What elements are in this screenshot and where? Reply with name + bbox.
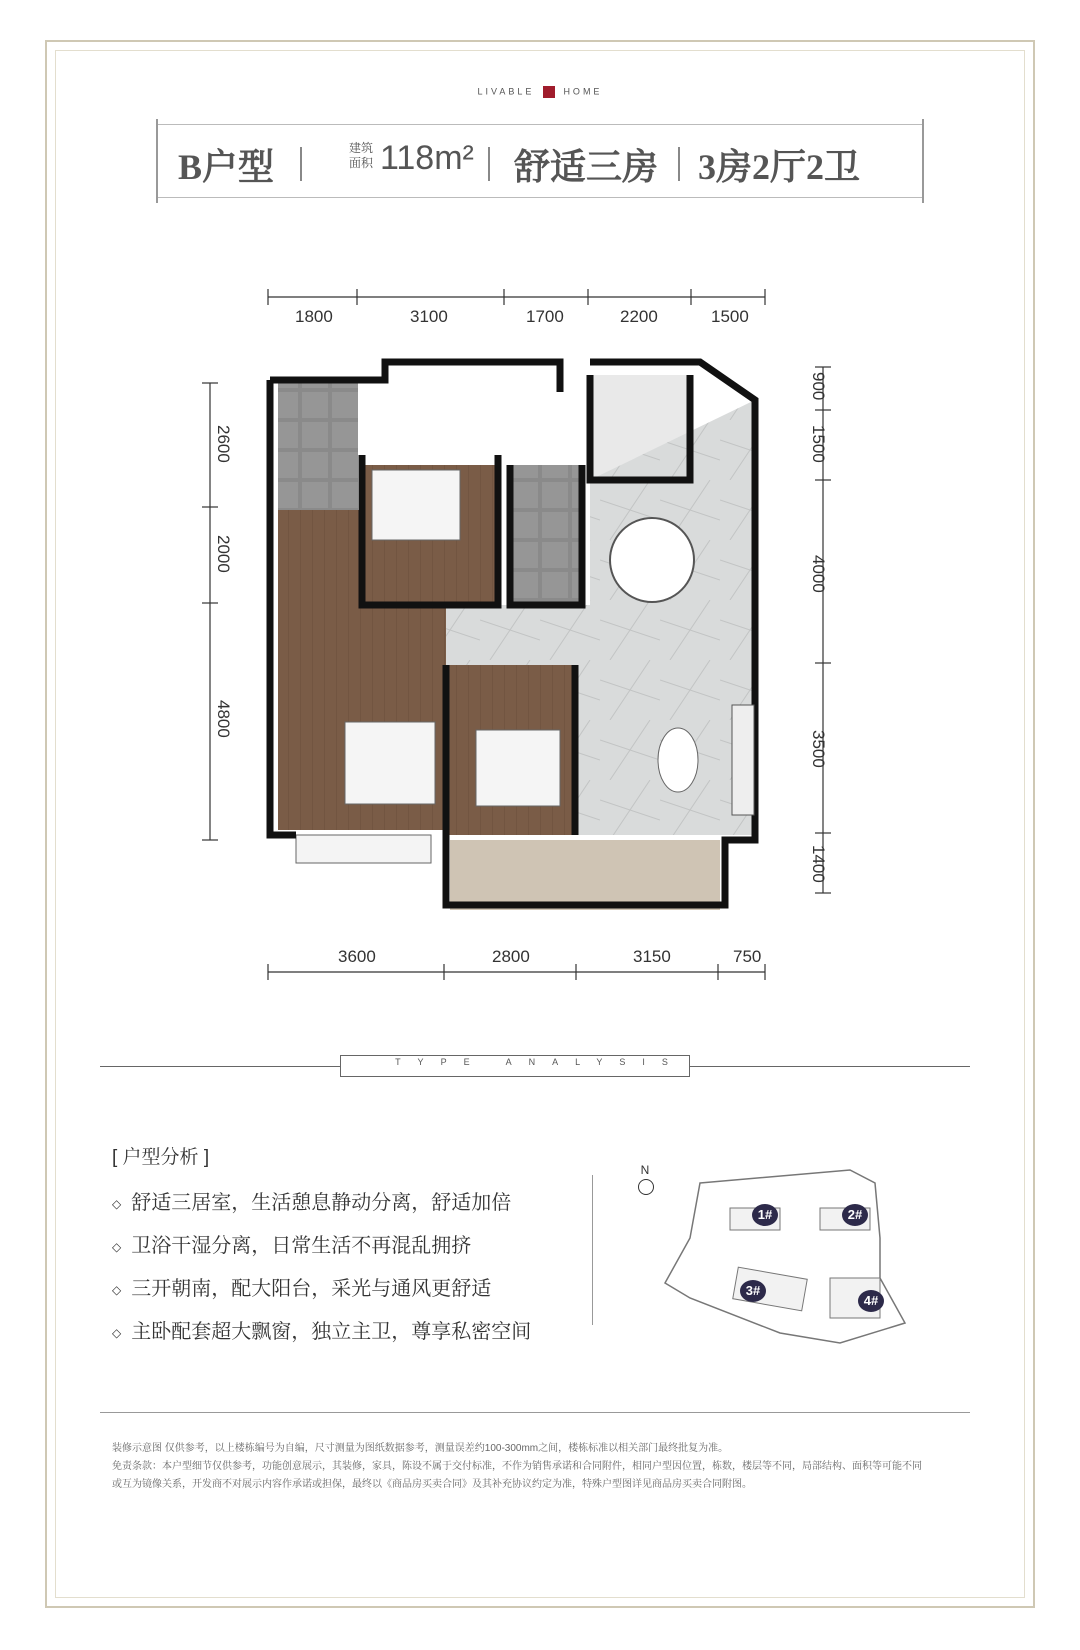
building-2: 2# [842, 1204, 868, 1226]
brand-left: LIVABLE [477, 86, 535, 97]
building-4: 4# [858, 1290, 884, 1312]
dim-right-2: 1500 [809, 425, 828, 463]
compass-icon: N [638, 1163, 652, 1195]
unit-type: B户型 [178, 147, 275, 187]
dim-left-1: 2600 [214, 425, 233, 463]
notes-divider [100, 1412, 970, 1413]
building-1: 1# [752, 1204, 778, 1226]
dim-bottom-3: 3150 [633, 947, 671, 966]
bathroom-master [278, 380, 358, 510]
master-bed [345, 722, 435, 804]
analysis-separator [592, 1175, 593, 1325]
dim-right-4: 3500 [809, 730, 828, 768]
feature-3: ◇ 三开朝南，配大阳台，采光与通风更舒适 [112, 1272, 491, 1301]
building-3: 3# [740, 1280, 766, 1302]
bathroom-shared [510, 465, 582, 605]
feature-4: ◇ 主卧配套超大飘窗，独立主卫，尊享私密空间 [112, 1315, 531, 1344]
dim-top-3: 1700 [526, 307, 564, 326]
dim-bottom-2: 2800 [492, 947, 530, 966]
feature-2: ◇ 卫浴干湿分离，日常生活不再混乱拥挤 [112, 1229, 471, 1258]
analysis-heading: [ 户型分析 ] [112, 1147, 210, 1168]
area-label: 建筑 面积 [348, 141, 373, 170]
balcony [450, 840, 720, 910]
unit-style: 舒适三房 [514, 147, 659, 187]
dim-right-3: 4000 [809, 555, 828, 593]
north-bed [372, 470, 460, 540]
note-2: 免责条款：本户型细节仅供参考，功能创意展示，其装修，家具，陈设不属于交付标准，不作为销售承诺和合同附件，相同户型因位置，栋数，楼层等不同，局部结构、面积等可能不同 [112, 1461, 922, 1472]
note-1: 装修示意图 仅供参考，以上楼栋编号为自编，尺寸测量为图纸数据参考，测量误差约100-300mm之间，楼栋标准以相关部门最终批复为准。 [112, 1443, 729, 1454]
dim-top-5: 1500 [711, 307, 749, 326]
note-3: 或互为镜像关系，开发商不对展示内容作承诺或担保，最终以《商品房买卖合同》及其补充协议约定为准，特殊户型图详见商品房买卖合同附图。 [112, 1479, 752, 1490]
dining-table [610, 518, 694, 602]
dim-left-3: 4800 [214, 700, 233, 738]
unit-layout: 3房2厅2卫 [698, 147, 861, 187]
brand-right: HOME [563, 86, 603, 97]
divider-label: TYPE ANALYSIS [395, 1057, 685, 1067]
dim-top-2: 3100 [410, 307, 448, 326]
south-bed [476, 730, 560, 806]
dim-top-4: 2200 [620, 307, 658, 326]
area-value: 118m² [380, 139, 474, 177]
dim-bottom-4: 750 [733, 947, 762, 966]
site-map [660, 1168, 960, 1358]
dim-right-5: 1400 [809, 845, 828, 883]
dim-left-2: 2000 [214, 535, 233, 573]
dim-bottom-1: 3600 [338, 947, 376, 966]
bay-window [296, 835, 431, 863]
feature-1: ◇ 舒适三居室，生活憩息静动分离，舒适加倍 [112, 1186, 511, 1215]
dim-right-1: 900 [809, 372, 828, 401]
dim-top-1: 1800 [295, 307, 333, 326]
